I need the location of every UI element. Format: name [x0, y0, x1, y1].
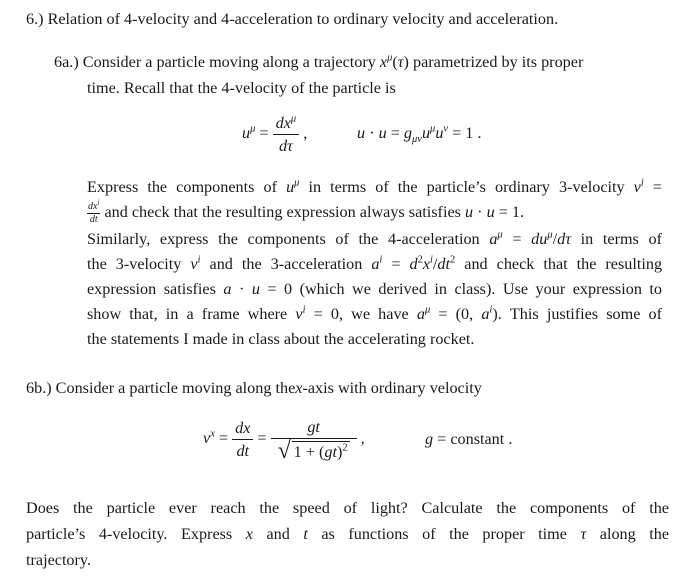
- part-a-p3-line-2: the 3-velocity $v^i$ and the 3-acceleration $a^i = d^2x^i/dt^2$ and check that the resulting: [87, 254, 663, 273]
- p3-text-1b: in terms of: [580, 230, 662, 248]
- part-a-text-2: time. Recall that the 4-velocity of the particle is: [87, 79, 396, 97]
- part-b-text-1: Consider a particle moving along the: [55, 379, 296, 397]
- part-a-p3-line-3: expression satisfies a · u = 0 (which we derived in class). Use your expression to: [87, 280, 662, 298]
- fraction-dx-dtau: $\frac{dx^\mu}{d\tau}$: [273, 114, 300, 155]
- problem-6-heading: [26, 9, 558, 29]
- q-text-2d: along the: [599, 525, 670, 543]
- sqrt-expression: √ 1 + (gt)$^2$: [277, 438, 348, 464]
- equation-4-velocity: $u^\mu$ = $\frac{dx^\mu}{d\tau}$ ,: [242, 113, 308, 155]
- part-b-label: 6b.): [26, 379, 52, 397]
- q-text-2b: and: [266, 525, 290, 543]
- p3-text-2c: and check that the resulting: [464, 255, 663, 273]
- part-a-label: 6a.): [54, 53, 79, 71]
- p3-text-3: expression satisfies: [87, 280, 216, 298]
- part-b-q-line-3: [26, 550, 91, 570]
- p3-text-2b: and the 3-acceleration: [209, 255, 363, 273]
- part-a-p3-line-4: show that, in a frame where $v^i = 0$, we have $a^\mu = (0$, $a^i$). This justifies some of: [87, 304, 662, 323]
- p3-text-5: the statements I made in class about the accelerating rocket.: [87, 330, 475, 348]
- part-b-q-line-1: [26, 498, 669, 518]
- fraction-dx-dt: $\frac{dx}{dt}$: [232, 419, 253, 460]
- part-a-p3-line-1: Similarly, express the components of the 4-acceleration $a^\mu = du^\mu/d\tau$ in terms of: [87, 229, 662, 248]
- part-a-line-2: [87, 78, 396, 98]
- p3-text-4c: This justifies some of: [509, 305, 662, 323]
- problem-6-title: 6.) Relation of 4-velocity and 4-acceleration to ordinary velocity and acceleration.: [26, 10, 559, 28]
- equation-velocity: $v^x$ = $\frac{dx}{dt}$ = gt √ 1 + (gt)$^2$ ,: [203, 418, 365, 464]
- part-a-p3-line-5: [87, 329, 474, 349]
- p3-text-1: Similarly, express the components of the 4-acceleration: [87, 230, 480, 248]
- q-text-2: particle’s 4-velocity. Express: [26, 525, 233, 543]
- equation-norm: $u \cdot u = g_{\mu\nu}u^\mu u^\nu = 1$ .: [357, 123, 482, 146]
- p3-text-2: the 3-velocity: [87, 255, 182, 273]
- part-a-p2-line-1: Express the components of $u^\mu$ in terms of the particle’s ordinary 3-velocity $v^i$ =: [87, 177, 662, 196]
- p2-text-2b: and check that the resulting expression always satisfies: [104, 203, 461, 222]
- p3-text-4: show that, in a frame where: [87, 305, 288, 323]
- fraction-dxi-dt: $\frac{dx^i}{dt}$: [88, 198, 100, 225]
- q-text-2c: as functions of the proper time: [321, 525, 567, 543]
- part-a-text-1b: parametrized by its proper: [412, 53, 584, 71]
- p2-text-1b: in terms of the particle’s ordinary 3-velocity: [308, 178, 625, 196]
- q-text-3: trajectory.: [26, 551, 92, 569]
- part-a-text-1: Consider a particle moving along a trajectory: [82, 53, 376, 71]
- p3-text-4b: we have: [351, 305, 409, 323]
- part-a-p2-line-2: $\frac{dx^i}{dt}$ and check that the resulting expression always satisfies u · u = 1.: [88, 198, 525, 225]
- equation-g-constant: g = constant .: [425, 430, 513, 448]
- p2-text-1: Express the components of: [87, 178, 277, 196]
- part-a-line-1: [54, 52, 583, 72]
- fraction-gt-sqrt: gt √ 1 + (gt)$^2$: [271, 418, 357, 461]
- g-constant-text: constant: [450, 430, 505, 448]
- part-b-text-1b: -axis with ordinary velocity: [302, 379, 482, 397]
- math-u-mu: $u^\mu$: [286, 177, 300, 196]
- math-a-mu-def: $a^\mu$: [489, 229, 503, 248]
- part-b-q-line-2: particle’s 4-velocity. Express x and t as functions of the proper time τ along the: [26, 525, 670, 543]
- math-x-mu-tau: $x^\mu(\tau)$: [379, 52, 409, 71]
- p3-text-3b: (which we derived in class). Use your expression to: [299, 280, 662, 298]
- q-text-1: Does the particle ever reach the speed of light? Calculate the components of the: [26, 499, 669, 517]
- math-x: x: [295, 379, 303, 397]
- math-v-i: $v^i$: [633, 177, 644, 196]
- part-b-line-1: [26, 378, 482, 398]
